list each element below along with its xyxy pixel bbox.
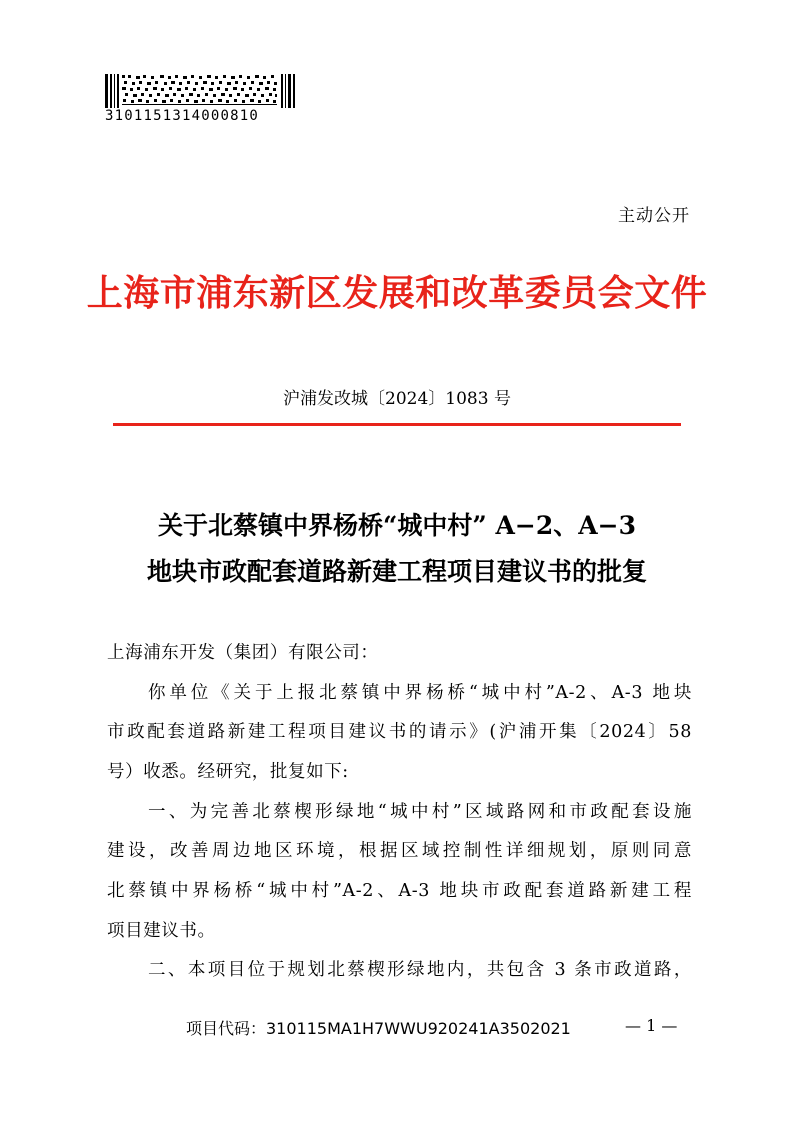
body-paragraph-line: 建设，改善周边地区环境，根据区域控制性详细规划，原则同意 [107, 841, 692, 861]
barcode-number: 3101151314000810 [105, 108, 260, 124]
red-separator-line [113, 423, 681, 426]
disclosure-label: 主动公开 [618, 206, 690, 226]
body-paragraph-line: 一、为完善北蔡楔形绿地“城中村”区域路网和市政配套设施 [148, 802, 692, 822]
body-paragraph-line: 二、本项目位于规划北蔡楔形绿地内，共包含 3 条市政道路， [148, 960, 692, 980]
body-paragraph-line: 你单位《关于上报北蔡镇中界杨桥“城中村”A-2、A-3 地块 [148, 683, 692, 703]
document-number: 沪浦发改城〔2024〕1083 号 [283, 389, 511, 409]
body-paragraph-line: 市政配套道路新建工程项目建议书的请示》(沪浦开集〔2024〕58 [107, 722, 692, 742]
body-paragraph-line: 项目建议书。 [107, 921, 216, 941]
project-code: 项目代码：310115MA1H7WWU920241A3502021 [186, 1019, 571, 1038]
page-number: — 1 — [625, 1016, 678, 1035]
addressee: 上海浦东开发（集团）有限公司： [107, 643, 379, 663]
document-title-line-1: 关于北蔡镇中界杨桥“城中村” A−2、A−3 [158, 511, 636, 540]
issuing-authority-title: 上海市浦东新区发展和改革委员会文件 [86, 272, 708, 314]
body-paragraph-line: 号）收悉。经研究，批复如下: [107, 762, 349, 782]
body-paragraph-line: 北蔡镇中界杨桥“城中村”A-2、A-3 地块市政配套道路新建工程 [107, 881, 692, 901]
barcode-image [105, 74, 295, 108]
document-title-line-2: 地块市政配套道路新建工程项目建议书的批复 [146, 557, 647, 586]
